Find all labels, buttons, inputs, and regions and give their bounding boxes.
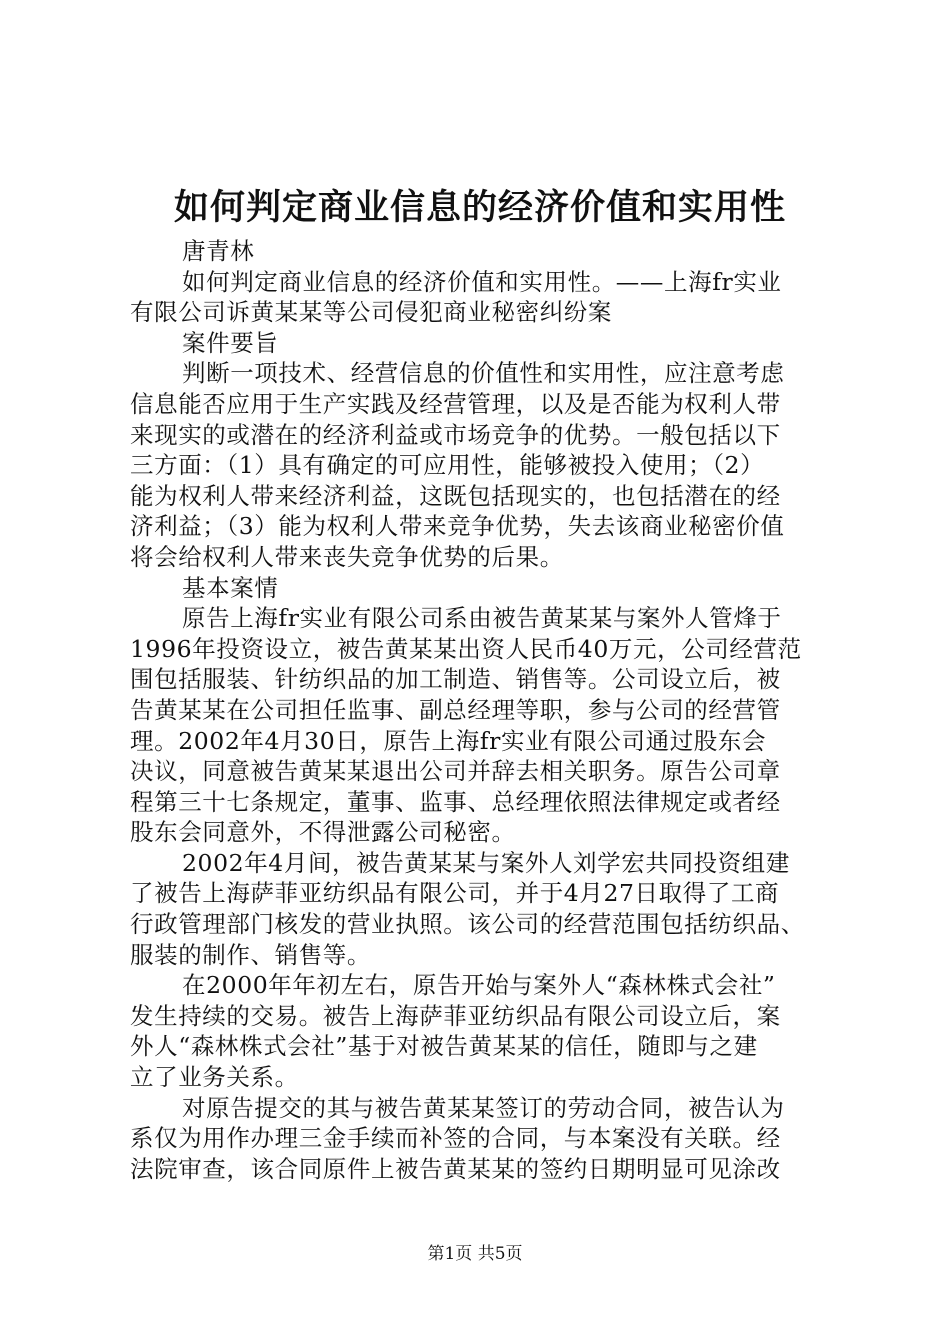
paragraph-line: 来现实的或潜在的经济利益或市场竞争的优势。一般包括以下 — [130, 420, 781, 449]
document-title: 如何判定商业信息的经济价值和实用性 — [173, 187, 786, 228]
paragraph-line: 发生持续的交易。被告上海萨菲亚纺织品有限公司设立后，案 — [130, 1001, 781, 1030]
paragraph-line: 外人“森林株式会社”基于对被告黄某某的信任，随即与之建 — [130, 1032, 758, 1061]
paragraph-line: 在2000年年初左右，原告开始与案外人“森林株式会社” — [182, 971, 776, 1000]
paragraph-line: 济利益；（3）能为权利人带来竞争优势，失去该商业秘密价值 — [130, 512, 785, 541]
paragraph-line: 信息能否应用于生产实践及经营管理，以及是否能为权利人带 — [130, 389, 781, 418]
paragraph-line: 原告上海fr实业有限公司系由被告黄某某与案外人管烽于 — [182, 604, 782, 633]
paragraph-line: 对原告提交的其与被告黄某某签订的劳动合同，被告认为 — [182, 1093, 785, 1122]
paragraph-line: 服装的制作、销售等。 — [130, 940, 371, 969]
document-body — [130, 236, 830, 1184]
paragraph-line: 1996年投资设立，被告黄某某出资人民币40万元，公司经营范 — [130, 634, 802, 663]
paragraph-line: 系仅为用作办理三金手续而补签的合同，与本案没有关联。经 — [130, 1124, 781, 1153]
page-number-footer: 第1页 共5页 — [427, 1244, 523, 1264]
paragraph-line: 理。2002年4月30日，原告上海fr实业有限公司通过股东会 — [130, 726, 767, 755]
paragraph-line: 三方面：（1）具有确定的可应用性，能够被投入使用；（2） — [130, 451, 765, 480]
paragraph-line: 立了业务关系。 — [130, 1063, 299, 1092]
paragraph-line: 程第三十七条规定，董事、监事、总经理依照法律规定或者经 — [130, 787, 781, 816]
paragraph-line: 能为权利人带来经济利益，这既包括现实的，也包括潜在的经 — [130, 481, 781, 510]
paragraph-line: 2002年4月间，被告黄某某与案外人刘学宏共同投资组建 — [182, 848, 790, 877]
paragraph-line: 将会给权利人带来丧失竞争优势的后果。 — [130, 542, 564, 571]
paragraph-line: 股东会同意外，不得泄露公司秘密。 — [130, 818, 516, 847]
section-heading: 案件要旨 — [182, 328, 279, 357]
paragraph-line: 决议，同意被告黄某某退出公司并辞去相关职务。原告公司章 — [130, 757, 781, 786]
paragraph-line: 告黄某某在公司担任监事、副总经理等职，参与公司的经营管 — [130, 695, 781, 724]
paragraph-line: 判断一项技术、经营信息的价值性和实用性，应注意考虑 — [182, 359, 785, 388]
subtitle-line: 如何判定商业信息的经济价值和实用性。——上海fr实业 — [182, 267, 782, 296]
subtitle-line: 有限公司诉黄某某等公司侵犯商业秘密纠纷案 — [130, 298, 612, 327]
section-heading: 基本案情 — [182, 573, 279, 602]
paragraph-line: 围包括服装、针纺织品的加工制造、销售等。公司设立后，被 — [130, 665, 781, 694]
paragraph-line: 法院审查，该合同原件上被告黄某某的签约日期明显可见涂改 — [130, 1154, 781, 1183]
paragraph-line: 了被告上海萨菲亚纺织品有限公司，并于4月27日取得了工商 — [130, 879, 780, 908]
author-line: 唐青林 — [182, 237, 255, 265]
paragraph-line: 行政管理部门核发的营业执照。该公司的经营范围包括纺织品、 — [130, 910, 805, 939]
